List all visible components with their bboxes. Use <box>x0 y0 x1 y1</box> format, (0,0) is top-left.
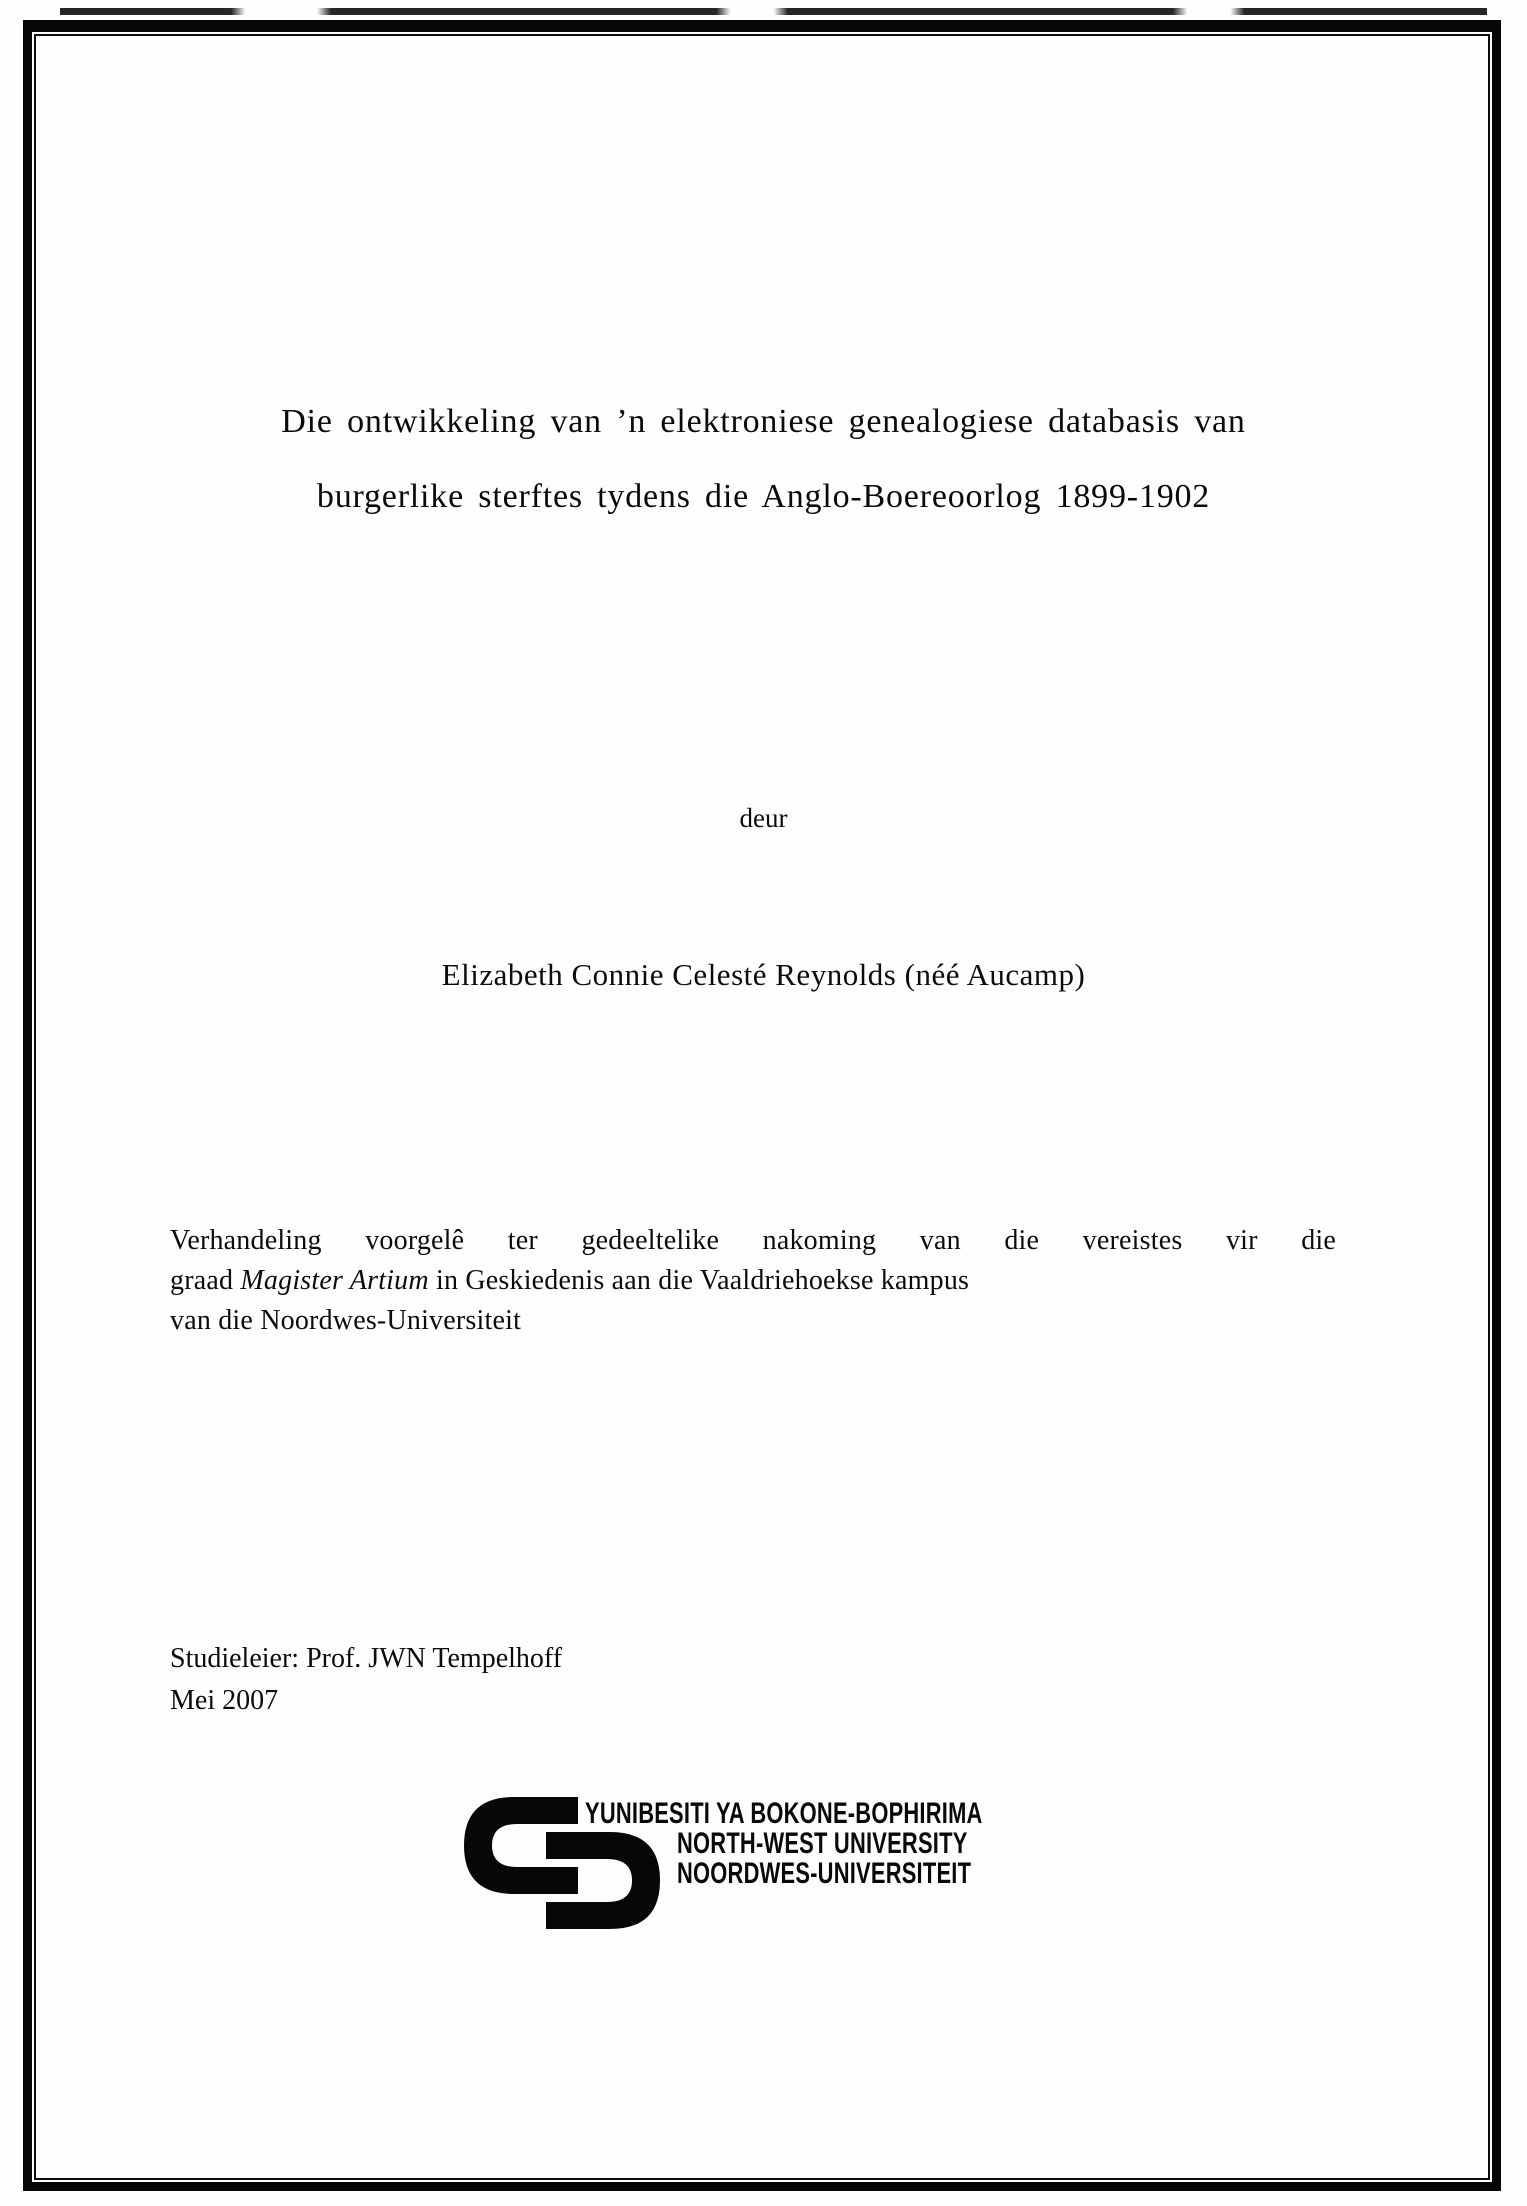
university-name-english: NORTH-WEST UNIVERSITY <box>677 1827 968 1860</box>
author-name: Elizabeth Connie Celesté Reynolds (néé Aucamp) <box>441 957 1086 992</box>
supervisor-line: Studieleier: Prof. JWN Tempelhoff <box>170 1643 563 1674</box>
university-name-afrikaans: NOORDWES-UNIVERSITEIT <box>677 1857 972 1890</box>
degree-statement-line3: van die Noordwes-Universiteit <box>170 1305 522 1336</box>
university-name-setswana: YUNIBESITI YA BOKONE-BOPHIRIMA <box>585 1797 983 1830</box>
degree-statement <box>170 1221 1336 1341</box>
thesis-title-line1: Die ontwikkeling van ’n elektroniese genealogiese databasis van <box>281 403 1246 440</box>
degree-statement-line1: Verhandeling voorgelê ter gedeeltelike nakoming van die vereistes vir die <box>170 1225 1336 1256</box>
date-line: Mei 2007 <box>170 1685 279 1716</box>
degree-statement-line2 <box>170 1261 1336 1301</box>
supervisor-date-block <box>170 1638 562 1722</box>
byline-label: deur <box>739 803 788 833</box>
thesis-title-line2: burgerlike sterftes tydens die Anglo-Boereoorlog 1899-1902 <box>316 478 1211 515</box>
university-logo-text <box>585 1799 1130 1889</box>
scan-artifact <box>60 8 1487 15</box>
thesis-title <box>110 384 1417 534</box>
degree-name: Magister Artium <box>240 1265 429 1296</box>
degree-statement-line2-suffix: in Geskiedenis aan die Vaaldriehoekse kampus <box>428 1265 970 1296</box>
degree-statement-line2-prefix: graad <box>170 1265 241 1296</box>
